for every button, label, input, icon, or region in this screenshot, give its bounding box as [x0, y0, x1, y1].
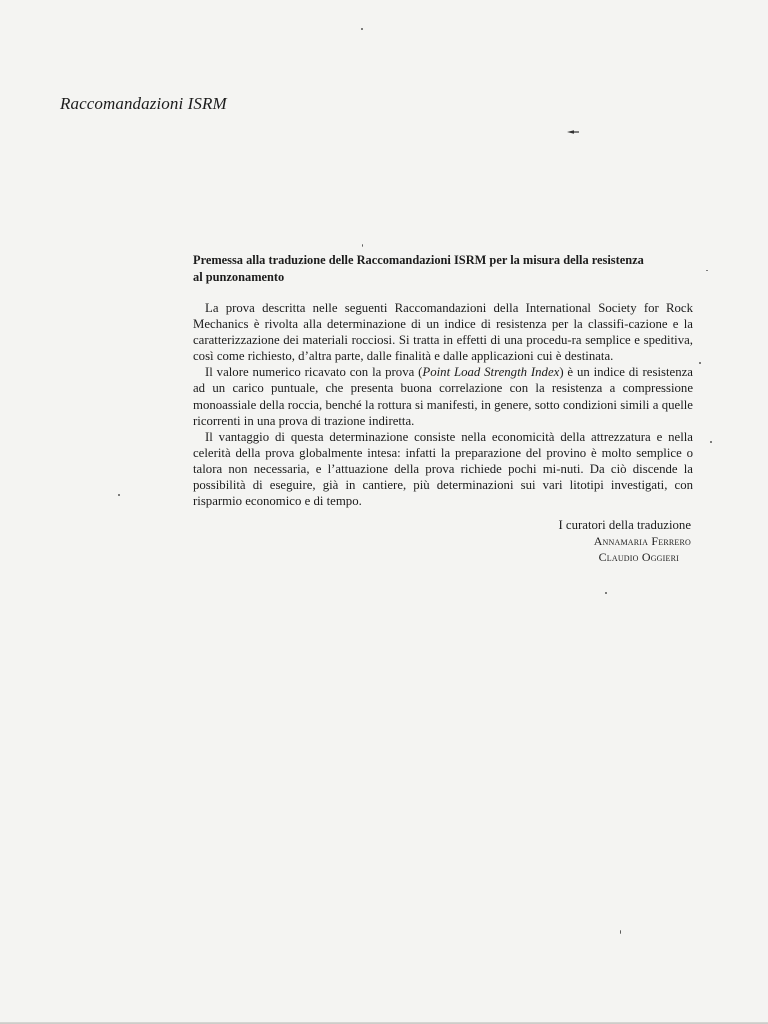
margin-mark-icon: [567, 130, 579, 134]
scan-speck: [361, 28, 363, 30]
paragraph-text: Il valore numerico ricavato con la prova (: [205, 365, 423, 380]
signature-block: [193, 517, 693, 565]
running-head: Raccomandazioni ISRM: [60, 94, 227, 113]
section-title: [193, 252, 693, 286]
body-paragraph: [193, 300, 693, 364]
paragraph-text: La prova descritta nelle seguenti Raccomandazioni della International Society for Rock Mechanics è rivolta alla determinazione di un indice di resistenza per la classifi-cazione e la caratterizzazione dei materiali rocciosi. Si tratta in effetti di una procedu-ra semplice e speditiva, così come richiesto, d’altra parte, dalle finalità e dalle applicazioni cui è destinata.: [193, 301, 693, 364]
scan-speck: [118, 494, 120, 496]
paragraphs: [193, 300, 693, 509]
scan-speck: [710, 441, 712, 443]
section-title-line: al punzonamento: [193, 270, 285, 284]
italic-term: Point Load Strength Index: [422, 365, 560, 380]
scan-speck: [706, 270, 708, 271]
signature-heading: I curatori della traduzione: [558, 518, 691, 533]
body-paragraph: [193, 364, 693, 428]
paragraph-text: Il vantaggio di questa determinazione consiste nella economicità della attrezzatura e nella celerità della prova globalmente intesa: infatti la preparazione del provino è molto semplice o talora non necessaria, e l’attuazione della prova richiede pochi mi-nuti. Da ciò discende la possibilità di eseguire, già in cantiere, più determinazioni sui vari litotipi investigati, con risparmio economico e di tempo.: [193, 429, 693, 509]
document-body: [193, 252, 693, 565]
section-title-line: Premessa alla traduzione delle Raccomandazioni ISRM per la misura della resistenza: [193, 253, 644, 267]
scan-speck: [699, 362, 701, 364]
translator-name: Claudio Oggieri: [598, 550, 679, 565]
scan-speck: [620, 930, 621, 934]
translator-name: Annamaria Ferrero: [593, 534, 691, 549]
scan-speck: [362, 244, 363, 247]
scan-speck: [605, 592, 607, 594]
paragraph-text: ) è un indice di resistenza ad un carico puntuale, che presenta buona correlazione con la resistenza a compressione monoassiale della roccia, benché la rottura si manifesti, in genere, sotto condizioni simili a quelle ricorrenti in una prova di trazione indiretta.: [193, 365, 693, 428]
body-paragraph: [193, 429, 693, 509]
